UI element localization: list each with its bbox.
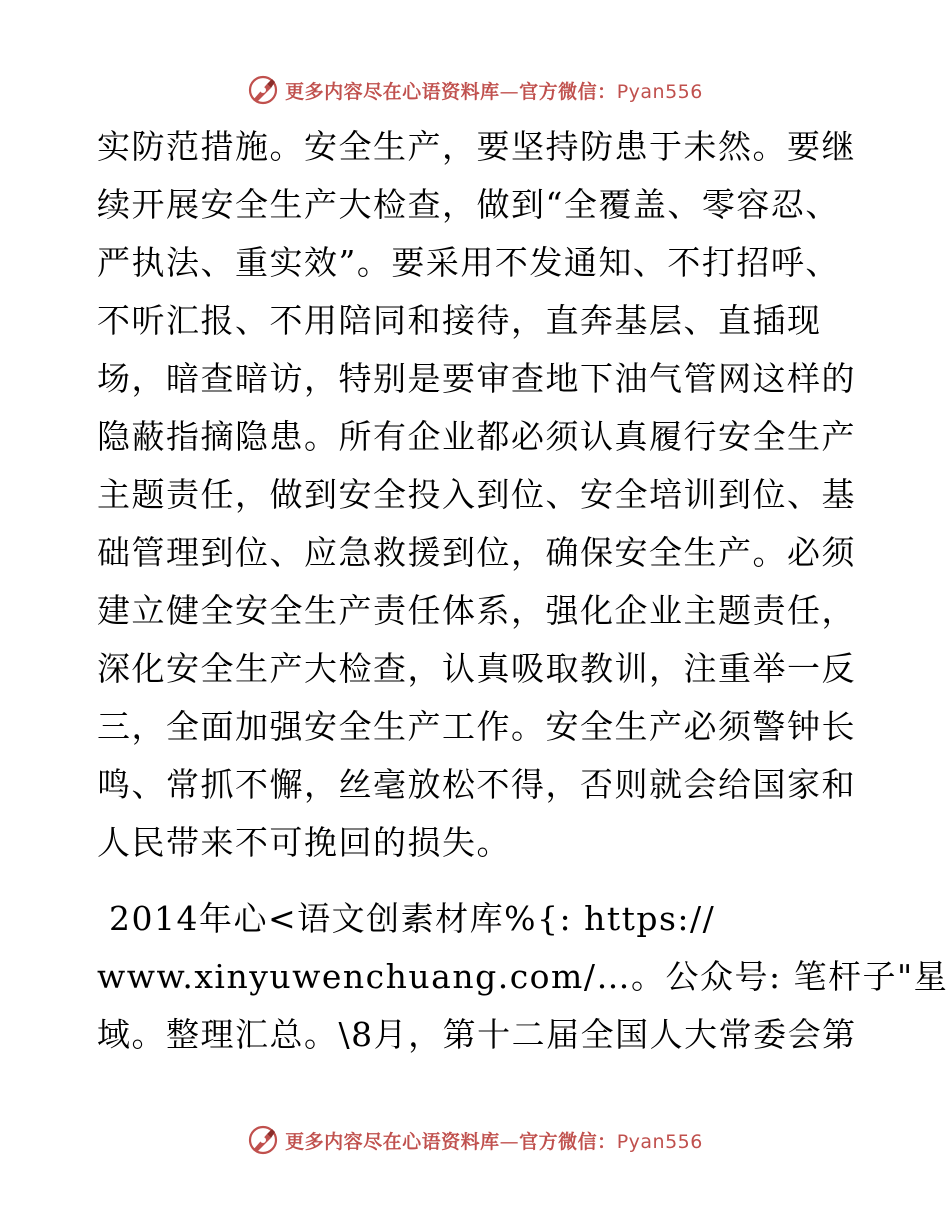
text-line: 隐蔽指摘隐患。所有企业都必须认真履行安全生产 (97, 417, 856, 456)
text-line: 主题责任，做到安全投入到位、安全培训到位、基 (97, 475, 856, 514)
text-line: 建立健全安全生产责任体系，强化企业主题责任， (97, 591, 856, 630)
footer-watermark (0, 1120, 950, 1160)
pen-logo-icon (247, 1124, 279, 1156)
text-line: 三，全面加强安全生产工作。安全生产必须警钟长 (97, 707, 856, 746)
text-line: 不听汇报、不用陪同和接待，直奔基层、直插现 (97, 301, 822, 340)
text-line: 续开展安全生产大检查，做到“全覆盖、零容忍、 (97, 185, 840, 224)
paragraph-gap (97, 872, 857, 890)
pen-logo-icon (247, 74, 279, 106)
text-line: 场，暗查暗访，特别是要审查地下油气管网这样的 (97, 359, 856, 398)
text-line: 域。整理汇总。\8月，第十二届全国人大常委会第 (97, 1015, 857, 1054)
header-watermark-text: 更多内容尽在心语资料库—官方微信：Pyan556 (285, 80, 703, 103)
document-body (97, 118, 949, 1064)
text-line: 人民带来不可挽回的损失。 (97, 823, 511, 862)
text-line: 严执法、重实效”。要采用不发通知、不打招呼、 (97, 243, 840, 282)
paragraph-2014 (97, 890, 949, 1064)
paragraph-safety (97, 118, 857, 872)
text-line: 鸣、常抓不懈，丝毫放松不得，否则就会给国家和 (97, 765, 856, 804)
text-line: www.xinyuwenchuang.com/…。公众号: 笔杆子"星 (97, 957, 949, 996)
header-watermark (0, 70, 950, 110)
text-line: 实防范措施。安全生产，要坚持防患于未然。要继 (97, 127, 856, 166)
text-line: 深化安全生产大检查，认真吸取教训，注重举一反 (97, 649, 856, 688)
text-line: 础管理到位、应急救援到位，确保安全生产。必须 (97, 533, 856, 572)
text-line: 2014年心<语文创素材库%{: https:// (97, 899, 716, 938)
footer-watermark-text: 更多内容尽在心语资料库—官方微信：Pyan556 (285, 1130, 703, 1153)
